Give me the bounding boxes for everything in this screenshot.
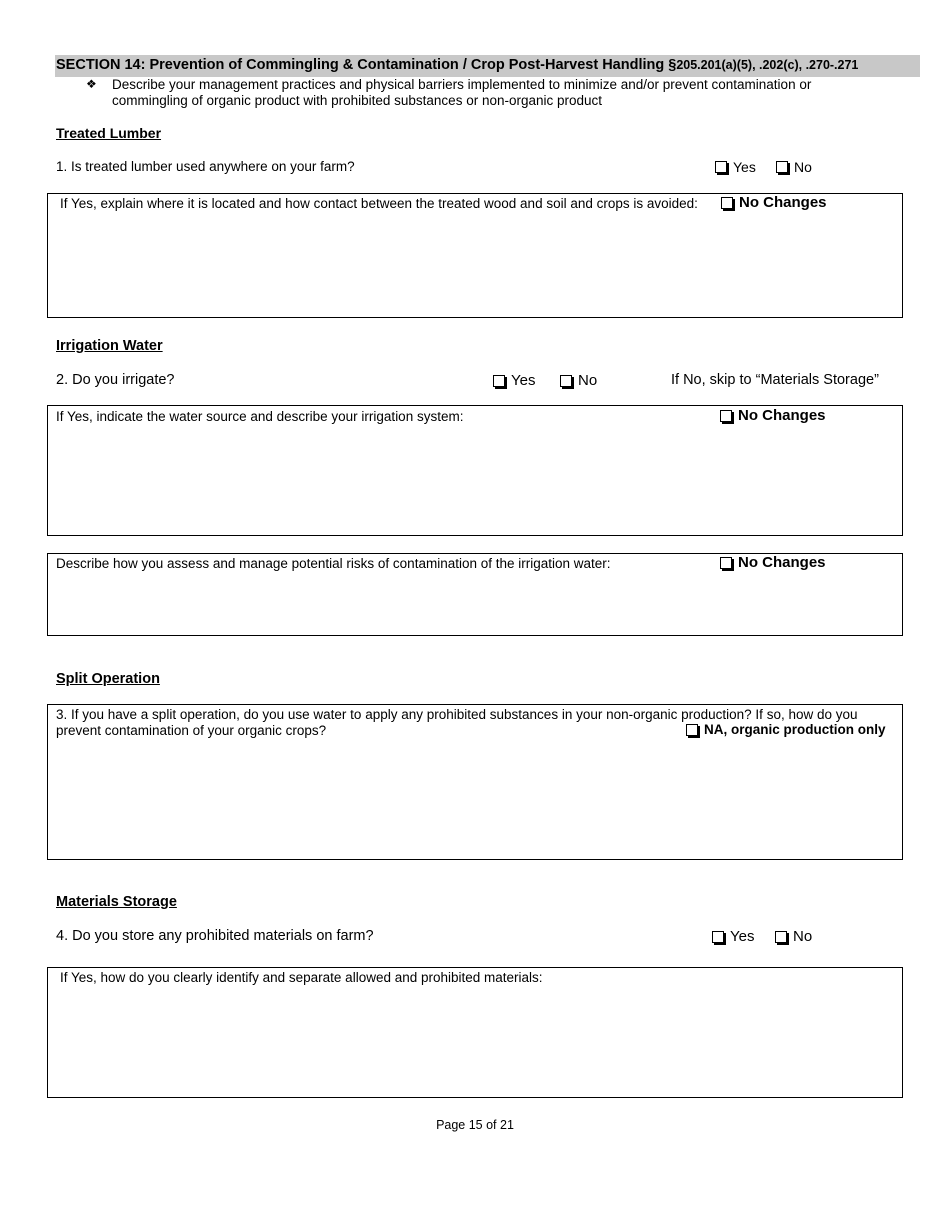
section-citation: 205.201(a)(5), .202(c), .270-.271 bbox=[676, 58, 859, 72]
split-operation-response-input[interactable] bbox=[56, 747, 894, 851]
materials-storage-answer-box bbox=[47, 967, 903, 1098]
irrigation-system-answer-box bbox=[47, 405, 903, 536]
materials-storage-no-label: No bbox=[793, 928, 813, 945]
checkbox-icon[interactable] bbox=[715, 161, 727, 173]
materials-storage-no-option[interactable] bbox=[775, 928, 812, 945]
split-operation-heading: Split Operation bbox=[56, 671, 160, 687]
treated-lumber-yes-option[interactable] bbox=[715, 159, 756, 175]
irrigation-system-no-changes-label: No Changes bbox=[738, 407, 826, 424]
treated-lumber-no-changes-option[interactable] bbox=[721, 194, 827, 211]
irrigation-question: 2. Do you irrigate? bbox=[56, 372, 175, 388]
checkbox-icon[interactable] bbox=[775, 931, 787, 943]
split-operation-question-line2: prevent contamination of your organic crops? bbox=[56, 723, 327, 738]
section-title bbox=[56, 57, 858, 73]
treated-lumber-no-label: No bbox=[794, 159, 812, 175]
treated-lumber-yes-label: Yes bbox=[733, 159, 756, 175]
checkbox-icon[interactable] bbox=[721, 197, 733, 209]
materials-storage-yes-option[interactable] bbox=[712, 928, 754, 945]
page-number: Page 15 of 21 bbox=[436, 1118, 514, 1132]
irrigation-yes-option[interactable] bbox=[493, 372, 535, 389]
split-operation-answer-box bbox=[47, 704, 903, 860]
materials-storage-box-label: If Yes, how do you clearly identify and separate allowed and prohibited materials: bbox=[60, 970, 543, 985]
section-title-text: SECTION 14: Prevention of Commingling & Contamination / Crop Post-Harvest Handling § bbox=[56, 57, 677, 73]
checkbox-icon[interactable] bbox=[776, 161, 788, 173]
irrigation-skip-note: If No, skip to “Materials Storage” bbox=[671, 372, 879, 388]
split-operation-na-option[interactable] bbox=[686, 722, 886, 737]
materials-storage-heading: Materials Storage bbox=[56, 894, 177, 910]
checkbox-icon[interactable] bbox=[712, 931, 724, 943]
split-operation-question-line1: 3. If you have a split operation, do you use water to apply any prohibited substances in your non-organic production? If so, how do you bbox=[56, 707, 858, 722]
treated-lumber-no-option[interactable] bbox=[776, 159, 812, 175]
irrigation-risk-answer-box bbox=[47, 553, 903, 636]
diamond-bullet-icon: ❖ bbox=[86, 77, 97, 91]
irrigation-heading: Irrigation Water bbox=[56, 338, 163, 354]
irrigation-no-label: No bbox=[578, 372, 598, 389]
irrigation-risk-response-input[interactable] bbox=[56, 580, 894, 627]
irrigation-no-option[interactable] bbox=[560, 372, 597, 389]
irrigation-yes-label: Yes bbox=[511, 372, 536, 389]
materials-storage-yes-label: Yes bbox=[730, 928, 755, 945]
irrigation-system-box-label: If Yes, indicate the water source and describe your irrigation system: bbox=[56, 409, 464, 424]
checkbox-icon[interactable] bbox=[720, 410, 732, 422]
irrigation-system-no-changes-option[interactable] bbox=[720, 407, 826, 424]
irrigation-risk-box-label: Describe how you assess and manage potential risks of contamination of the irrigation water: bbox=[56, 556, 611, 571]
materials-storage-question: 4. Do you store any prohibited materials on farm? bbox=[56, 928, 374, 944]
checkbox-icon[interactable] bbox=[493, 375, 505, 387]
checkbox-icon[interactable] bbox=[686, 724, 698, 736]
treated-lumber-answer-box bbox=[47, 193, 903, 318]
checkbox-icon[interactable] bbox=[560, 375, 572, 387]
treated-lumber-response-input[interactable] bbox=[56, 220, 894, 309]
irrigation-risk-no-changes-option[interactable] bbox=[720, 554, 826, 571]
split-operation-na-label: NA, organic production only bbox=[704, 722, 886, 737]
treated-lumber-no-changes-label: No Changes bbox=[739, 194, 827, 211]
irrigation-system-response-input[interactable] bbox=[56, 432, 894, 527]
irrigation-risk-no-changes-label: No Changes bbox=[738, 554, 826, 571]
treated-lumber-box-label: If Yes, explain where it is located and how contact between the treated wood and soil and crops is avoided: bbox=[60, 196, 698, 211]
section-instructions: Describe your management practices and physical barriers implemented to minimize and/or prevent contamination or commingling of organic product with prohibited substances or non-organic product bbox=[112, 77, 812, 108]
treated-lumber-heading: Treated Lumber bbox=[56, 125, 162, 141]
materials-storage-response-input[interactable] bbox=[56, 994, 894, 1089]
treated-lumber-question: 1. Is treated lumber used anywhere on your farm? bbox=[56, 159, 355, 174]
checkbox-icon[interactable] bbox=[720, 557, 732, 569]
